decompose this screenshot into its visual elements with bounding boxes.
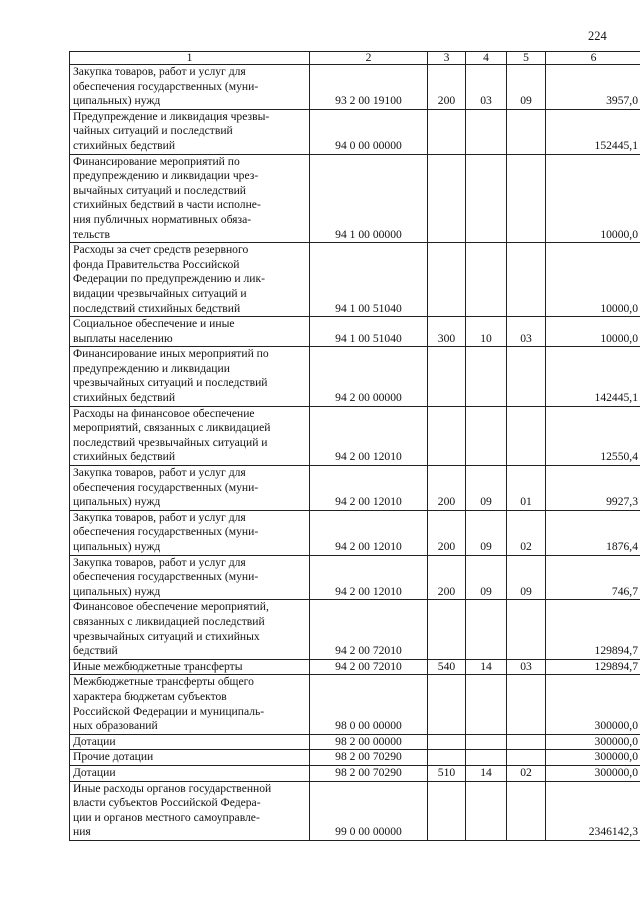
expense-name: [70, 750, 310, 766]
table-row: [70, 65, 640, 110]
expense-name-line: видации чрезвычайных ситуаций и: [73, 286, 247, 300]
table-row: [70, 317, 640, 347]
expense-type-code: [428, 109, 466, 154]
subsection-code: 09: [507, 555, 546, 600]
header-cell: 1: [70, 52, 310, 65]
table-row: [70, 675, 640, 734]
table-row: [70, 600, 640, 659]
expense-name-line: характера бюджетам субъектов: [73, 689, 227, 703]
expense-name: [70, 600, 310, 659]
expense-name-line: Прочие дотации: [73, 750, 154, 764]
subsection-code: [507, 347, 546, 406]
expense-name-line: обеспечения государственных (муни-: [73, 79, 259, 93]
expense-name: [70, 243, 310, 317]
table-row: [70, 154, 640, 243]
section-code: [466, 734, 507, 750]
expense-name-line: Предупреждение и ликвидация чрезвы-: [73, 109, 270, 123]
expense-type-code: 200: [428, 510, 466, 555]
amount: 152445,1: [546, 109, 640, 154]
amount: 300000,0: [546, 734, 640, 750]
expense-type-code: [428, 243, 466, 317]
expense-type-code: 540: [428, 659, 466, 675]
expense-name-line: ципальных) нужд: [73, 584, 161, 598]
expense-name: [70, 65, 310, 110]
expense-name: [70, 781, 310, 840]
expense-name-line: ния публичных нормативных обяза-: [73, 212, 252, 226]
expense-name-line: чрезвычайных ситуаций и стихийных: [73, 629, 260, 643]
target-code: 94 1 00 51040: [310, 317, 428, 347]
section-code: [466, 675, 507, 734]
target-code: 93 2 00 19100: [310, 65, 428, 110]
header-cell: 5: [507, 52, 546, 65]
target-code: 98 2 00 70290: [310, 765, 428, 781]
expense-name-line: ции и органов местного самоуправле-: [73, 810, 260, 824]
expense-name-line: ципальных) нужд: [73, 540, 161, 553]
expense-type-code: [428, 347, 466, 406]
table-row: [70, 347, 640, 406]
expense-name: [70, 675, 310, 734]
section-code: [466, 750, 507, 766]
expense-name-line: стихийных бедствий: [73, 450, 176, 464]
section-code: 14: [466, 659, 507, 675]
target-code: 94 2 00 72010: [310, 600, 428, 659]
expense-name-line: Социальное обеспечение и иные: [73, 317, 235, 331]
expense-name-line: Дотации: [73, 734, 116, 748]
subsection-code: [507, 243, 546, 317]
expense-type-code: [428, 734, 466, 750]
expense-name-line: стихийных бедствий: [73, 391, 176, 405]
expense-name: [70, 317, 310, 347]
expense-name-line: Закупка товаров, работ и услуг для: [73, 65, 246, 78]
section-code: 09: [466, 466, 507, 511]
amount: 300000,0: [546, 750, 640, 766]
subsection-code: 02: [507, 510, 546, 555]
amount: 12550,4: [546, 406, 640, 465]
target-code: 98 2 00 00000: [310, 734, 428, 750]
target-code: 94 2 00 12010: [310, 555, 428, 600]
subsection-code: 01: [507, 466, 546, 511]
amount: 142445,1: [546, 347, 640, 406]
target-code: 94 1 00 51040: [310, 243, 428, 317]
expense-name-line: ципальных) нужд: [73, 495, 161, 509]
expense-name-line: Финансирование мероприятий по: [73, 154, 240, 168]
expense-name-line: последствий стихийных бедствий: [73, 301, 241, 315]
expense-name-line: обеспечения государственных (муни-: [73, 570, 259, 584]
table-row: [70, 734, 640, 750]
table-row: [70, 109, 640, 154]
expense-name-line: выплаты населению: [73, 331, 173, 345]
subsection-code: [507, 750, 546, 766]
amount: 129894,7: [546, 600, 640, 659]
page-number: 224: [588, 29, 607, 43]
section-code: [466, 406, 507, 465]
amount: 10000,0: [546, 317, 640, 347]
section-code: [466, 781, 507, 840]
section-code: [466, 600, 507, 659]
target-code: 94 2 00 12010: [310, 466, 428, 511]
section-code: 09: [466, 510, 507, 555]
expense-name-line: бедствий: [73, 644, 118, 658]
expense-name-line: последствий чрезвычайных ситуаций и: [73, 435, 268, 449]
amount: 1876,4: [546, 510, 640, 555]
table-row: [70, 765, 640, 781]
expense-name: [70, 659, 310, 675]
section-code: 03: [466, 65, 507, 110]
expense-type-code: [428, 675, 466, 734]
expense-name-line: Финансовое обеспечение мероприятий,: [73, 600, 269, 614]
expense-name-line: Российской Федерации и муниципаль-: [73, 704, 265, 718]
header-cell: 6: [546, 52, 640, 65]
subsection-code: 02: [507, 765, 546, 781]
header-cell: 2: [310, 52, 428, 65]
amount: 9927,3: [546, 466, 640, 511]
expense-name-line: ных образований: [73, 719, 158, 733]
amount: 300000,0: [546, 765, 640, 781]
expense-name: [70, 109, 310, 154]
expense-name: [70, 734, 310, 750]
expense-name: [70, 555, 310, 600]
table-row: [70, 466, 640, 511]
subsection-code: [507, 154, 546, 243]
expense-name-line: Федерации по предупреждению и лик-: [73, 272, 265, 286]
expense-type-code: 200: [428, 555, 466, 600]
amount: 746,7: [546, 555, 640, 600]
amount: 3957,0: [546, 65, 640, 110]
section-code: 10: [466, 317, 507, 347]
expense-name-line: чайных ситуаций и последствий: [73, 124, 233, 138]
subsection-code: [507, 406, 546, 465]
expense-name: [70, 765, 310, 781]
expense-name-line: Межбюджетные трансферты общего: [73, 675, 254, 689]
expense-name-line: Закупка товаров, работ и услуг для: [73, 466, 246, 480]
table-row: [70, 750, 640, 766]
amount: 300000,0: [546, 675, 640, 734]
expense-name: [70, 466, 310, 511]
table-row: [70, 555, 640, 600]
section-code: 09: [466, 555, 507, 600]
expense-name-line: мероприятий, связанных с ликвидацией: [73, 421, 271, 435]
amount: 129894,7: [546, 659, 640, 675]
expense-type-code: 510: [428, 765, 466, 781]
subsection-code: [507, 781, 546, 840]
expense-name-line: ния: [73, 825, 91, 839]
header-row: [70, 52, 640, 65]
subsection-code: [507, 734, 546, 750]
expense-name-line: Иные межбюджетные трансферты: [73, 659, 243, 673]
expense-name-line: чрезвычайных ситуаций и последствий: [73, 376, 268, 390]
subsection-code: 03: [507, 317, 546, 347]
expense-type-code: [428, 154, 466, 243]
table-row: [70, 510, 640, 555]
table-row: [70, 406, 640, 465]
subsection-code: [507, 109, 546, 154]
expense-type-code: 200: [428, 466, 466, 511]
expense-type-code: [428, 600, 466, 659]
table-row: [70, 243, 640, 317]
subsection-code: 03: [507, 659, 546, 675]
expense-name-line: власти субъектов Российской Федера-: [73, 796, 261, 810]
budget-table: [69, 51, 640, 841]
expense-name-line: вычайных ситуаций и последствий: [73, 183, 247, 197]
table-row: [70, 659, 640, 675]
target-code: 99 0 00 00000: [310, 781, 428, 840]
subsection-code: [507, 675, 546, 734]
expense-name-line: Финансирование иных мероприятий по: [73, 347, 269, 361]
target-code: 94 0 00 00000: [310, 109, 428, 154]
expense-name: [70, 347, 310, 406]
subsection-code: [507, 600, 546, 659]
expense-name-line: фонда Правительства Российской: [73, 257, 240, 271]
target-code: 94 2 00 12010: [310, 406, 428, 465]
expense-name-line: связанных с ликвидацией последствий: [73, 614, 265, 628]
expense-name-line: предупреждению и ликвидации чрез-: [73, 169, 259, 183]
section-code: [466, 243, 507, 317]
expense-type-code: [428, 781, 466, 840]
expense-name-line: Дотации: [73, 765, 116, 779]
target-code: 94 2 00 12010: [310, 510, 428, 555]
expense-name-line: ципальных) нужд: [73, 94, 161, 108]
amount: 2346142,3: [546, 781, 640, 840]
target-code: 94 2 00 72010: [310, 659, 428, 675]
expense-name-line: обеспечения государственных (муни-: [73, 525, 259, 539]
expense-name: [70, 510, 310, 555]
expense-name-line: стихийных бедствий: [73, 138, 176, 152]
expense-name: [70, 154, 310, 243]
expense-name-line: Расходы за счет средств резервного: [73, 243, 249, 257]
header-cell: 3: [428, 52, 466, 65]
target-code: 98 0 00 00000: [310, 675, 428, 734]
section-code: [466, 109, 507, 154]
expense-type-code: [428, 750, 466, 766]
expense-name-line: Иные расходы органов государственной: [73, 781, 272, 795]
header-cell: 4: [466, 52, 507, 65]
expense-type-code: [428, 406, 466, 465]
subsection-code: 09: [507, 65, 546, 110]
section-code: 14: [466, 765, 507, 781]
expense-name-line: Расходы на финансовое обеспечение: [73, 406, 255, 420]
expense-name: [70, 406, 310, 465]
amount: 10000,0: [546, 154, 640, 243]
amount: 10000,0: [546, 243, 640, 317]
section-code: [466, 154, 507, 243]
expense-name-line: обеспечения государственных (муни-: [73, 480, 259, 494]
section-code: [466, 347, 507, 406]
expense-name-line: Закупка товаров, работ и услуг для: [73, 555, 246, 569]
target-code: 98 2 00 70290: [310, 750, 428, 766]
expense-type-code: 200: [428, 65, 466, 110]
target-code: 94 2 00 00000: [310, 347, 428, 406]
target-code: 94 1 00 00000: [310, 154, 428, 243]
expense-name-line: предупреждению и ликвидации: [73, 361, 230, 375]
expense-name-line: Закупка товаров, работ и услуг для: [73, 510, 246, 524]
table-row: [70, 781, 640, 840]
expense-type-code: 300: [428, 317, 466, 347]
expense-name-line: тельств: [73, 227, 110, 241]
expense-name-line: стихийных бедствий в части исполне-: [73, 198, 261, 212]
